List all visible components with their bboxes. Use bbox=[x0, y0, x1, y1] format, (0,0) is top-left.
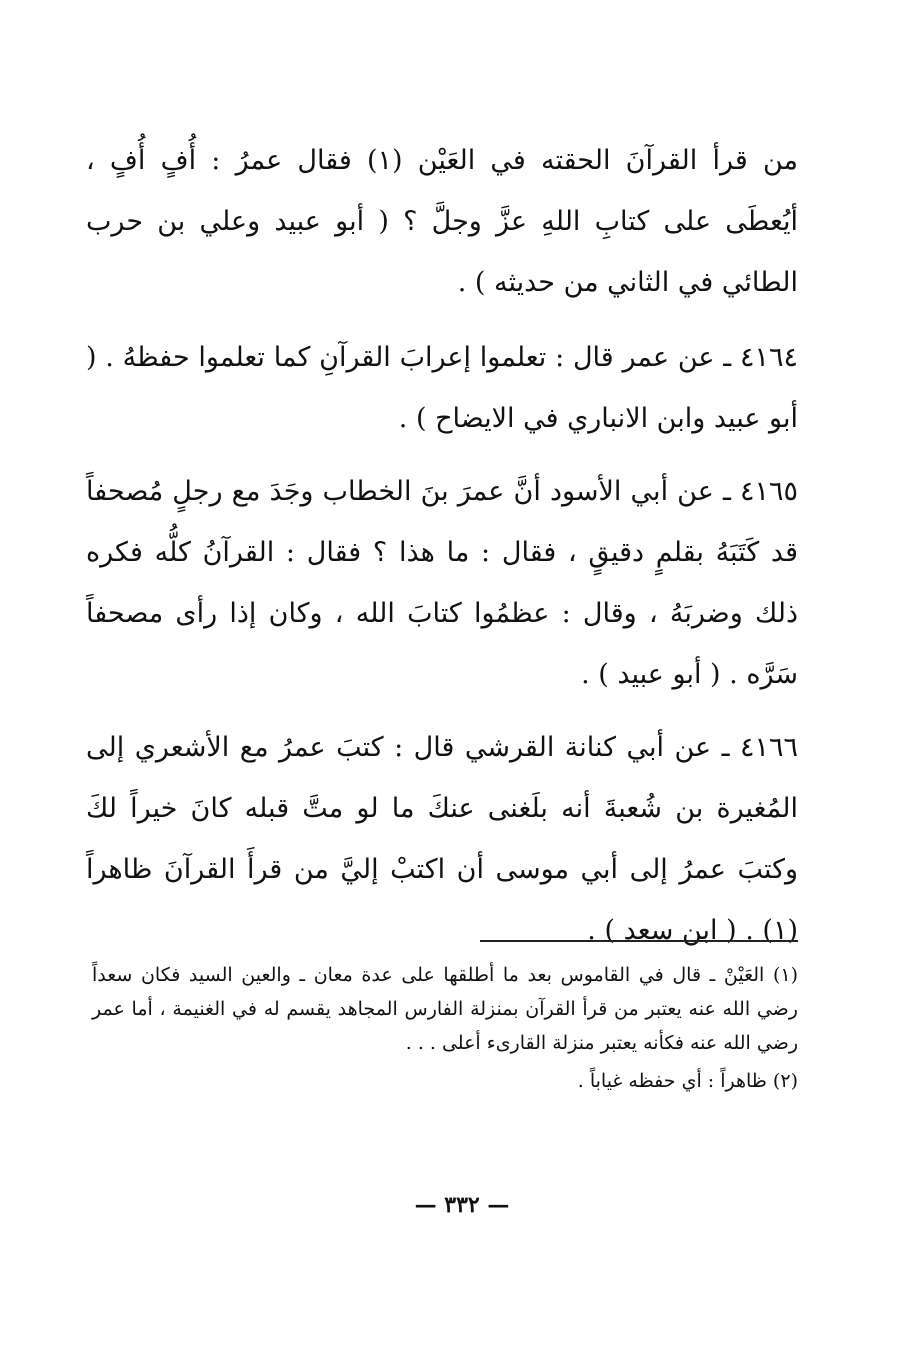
footnote-2: (٢) ظاهراً : أي حفظه غياباً . bbox=[577, 1070, 798, 1092]
paragraph-4164: ٤١٦٤ ـ عن عمر قال : تعلموا إعرابَ القرآنِ كما تعلموا حفظهُ . ( أبو عبيد وابن الانباري في الايضاح ) . bbox=[86, 342, 798, 434]
footnotes bbox=[92, 958, 798, 1102]
page-number: — ٣٣٢ — bbox=[414, 1192, 510, 1218]
main-text bbox=[86, 130, 798, 973]
paragraph-4166: ٤١٦٦ ـ عن أبي كنانة القرشي قال : كتبَ عمرُ مع الأشعري إلى المُغيرة بن شُعبةَ أنه بلَغنى عنكَ ما لو متَّ قبله كانَ خيراً لكَ وكتبَ عمرُ إلى أبي موسى أن اكتبْ إليَّ من قرأَ القرآنَ ظاهراً (١) . ( ابن سعد ) . bbox=[86, 732, 798, 946]
footnote-separator bbox=[480, 940, 798, 942]
paragraph-continuation: من قرأ القرآنَ الحقته في العَيْن (١) فقال عمرُ : أُفٍ أُفٍ ، أيُعطَى على كتابِ اللهِ عزَّ وجلَّ ؟ ( أبو عبيد وعلي بن حرب الطائي في الثاني من حديثه ) . bbox=[86, 145, 798, 298]
footnote-1: (١) العَيْنْ ـ قال في القاموس بعد ما أطلقها على عدة معان ـ والعين السيد فكان سعداً رضي الله عنه يعتبر من قرأ القرآن بمنزلة الفارس المجاهد يقسم له في الغنيمة ، أما عمر رضي الله عنه فكأنه يعتبر منزلة القارىء أعلى . . . bbox=[92, 964, 798, 1054]
paragraph-4165: ٤١٦٥ ـ عن أبي الأسود أنَّ عمرَ بنَ الخطاب وجَدَ مع رجلٍ مُصحفاً قد كَتَبَهُ بقلمٍ دقيقٍ ، فقال : ما هذا ؟ فقال : القرآنُ كلُّه فكره ذلك وضربَهُ ، وقال : عظمُوا كتابَ الله ، وكان إذا رأى مصحفاً سَرَّه . ( أبو عبيد ) . bbox=[86, 476, 798, 690]
